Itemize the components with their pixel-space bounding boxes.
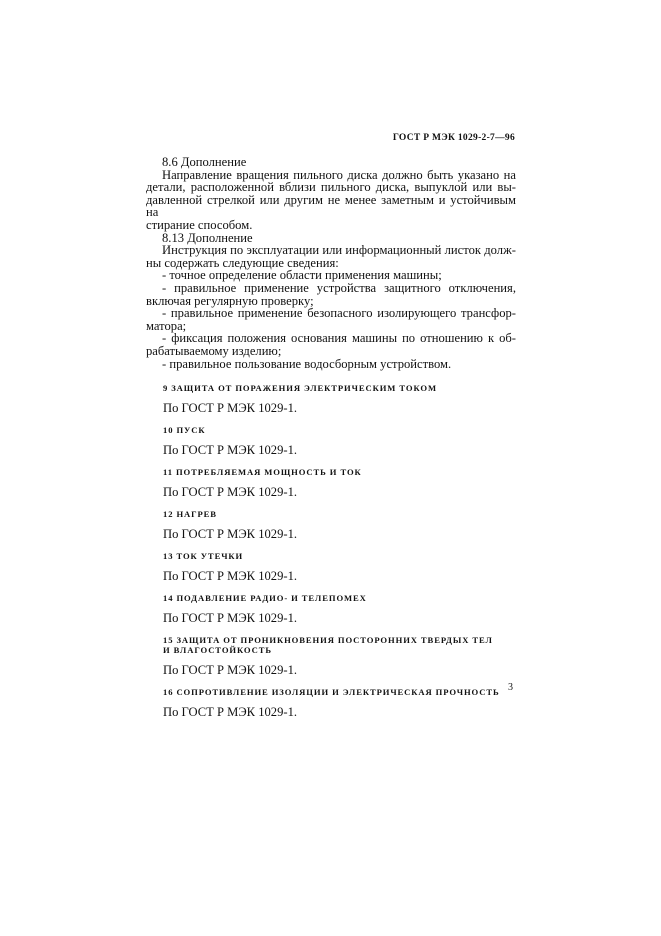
section-8-13-intro-line: ны содержать следующие сведения: (146, 255, 339, 270)
list-item-continuation: включая регулярную проверку; (146, 293, 314, 308)
page-number: 3 (508, 682, 513, 693)
section-reference: По ГОСТ Р МЭК 1029-1. (163, 569, 298, 584)
section-8-6-heading: 8.6 Дополнение (162, 155, 247, 169)
section-heading: 11 ПОТРЕБЛЯЕМАЯ МОЩНОСТЬ И ТОК (163, 467, 362, 478)
section-8-13-heading: 8.13 Дополнение (162, 230, 253, 245)
section-reference: По ГОСТ Р МЭК 1029-1. (163, 527, 298, 542)
section-heading: 16 СОПРОТИВЛЕНИЕ ИЗОЛЯЦИИ И ЭЛЕКТРИЧЕСКАЯ ПРОЧНОСТЬ (163, 687, 500, 698)
document-code-header: ГОСТ Р МЭК 1029-2-7—96 (392, 133, 515, 143)
section-heading: 10 ПУСК (163, 425, 206, 436)
section-heading: 14 ПОДАВЛЕНИЕ РАДИО- И ТЕЛЕПОМЕХ (163, 593, 367, 604)
section-heading-continuation: И ВЛАГОСТОЙКОСТЬ (163, 645, 272, 656)
section-8-13-intro-line: Инструкция по эксплуатации или информационный листок долж- (162, 243, 516, 258)
list-item: - фиксация положения основания машины по отношению к об- (162, 331, 516, 346)
section-reference: По ГОСТ Р МЭК 1029-1. (163, 611, 298, 626)
document-body (146, 156, 516, 729)
section-reference: По ГОСТ Р МЭК 1029-1. (163, 485, 298, 500)
section-reference: По ГОСТ Р МЭК 1029-1. (163, 401, 298, 416)
section-reference: По ГОСТ Р МЭК 1029-1. (163, 705, 298, 720)
section-8-6-line: детали, расположенной вблизи пильного диска, выпуклой или вы- (146, 180, 516, 195)
section-heading: 12 НАГРЕВ (163, 509, 217, 520)
section-heading: 15 ЗАЩИТА ОТ ПРОНИКНОВЕНИЯ ПОСТОРОННИХ ТВЕРДЫХ ТЕЛ (163, 635, 493, 646)
section-heading: 13 ТОК УТЕЧКИ (163, 551, 244, 562)
section-heading: 9 ЗАЩИТА ОТ ПОРАЖЕНИЯ ЭЛЕКТРИЧЕСКИМ ТОКОМ (163, 383, 437, 394)
list-item: - точное определение области применения машины; (162, 268, 442, 283)
section-reference: По ГОСТ Р МЭК 1029-1. (163, 443, 298, 458)
section-8-6-line: стирание способом. (146, 217, 253, 232)
section-8-6-line: Направление вращения пильного диска должно быть указано на (162, 167, 516, 182)
list-item-continuation: матора; (146, 318, 187, 333)
list-item: - правильное применение устройства защитного отключения, (162, 280, 516, 295)
list-item: - правильное применение безопасного изолирующего трансфор- (162, 306, 516, 321)
list-item-continuation: рабатываемому изделию; (146, 343, 282, 358)
section-reference: По ГОСТ Р МЭК 1029-1. (163, 663, 298, 678)
list-item: - правильное пользование водосборным устройством. (162, 356, 452, 371)
section-8-6-line: давленной стрелкой или другим не менее заметным и устойчивым на (146, 192, 516, 220)
